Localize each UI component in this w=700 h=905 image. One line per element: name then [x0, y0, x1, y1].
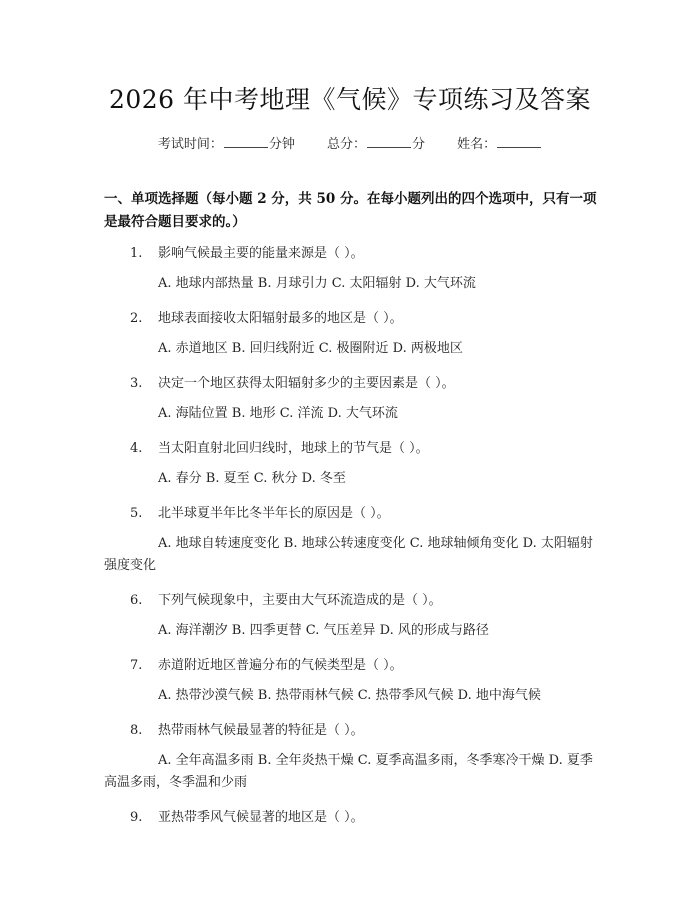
- question-stem: [0, 589, 700, 620]
- exam-time-field: [158, 137, 299, 152]
- question-item: [0, 719, 700, 806]
- question-stem: [0, 372, 700, 403]
- question-options: A. 海陆位置 B. 地形 C. 洋流 D. 大气环流: [158, 406, 398, 421]
- question-stem: [0, 806, 700, 837]
- question-text: 赤道附近地区普遍分布的气候类型是（ ）。: [158, 658, 403, 673]
- question-number: 9.: [130, 810, 143, 825]
- question-number: 2.: [130, 311, 143, 326]
- question-text: 热带雨林气候最显著的特征是（ ）。: [158, 723, 364, 738]
- question-options: A. 地球内部热量 B. 月球引力 C. 太阳辐射 D. 大气环流: [158, 276, 476, 291]
- question-stem: [0, 437, 700, 468]
- question-item: [0, 502, 700, 589]
- exam-time-label: 考试时间：: [157, 137, 223, 152]
- question-options: A. 地球自转速度变化 B. 地球公转速度变化 C. 地球轴倾角变化 D. 太阳辐射强度变化: [104, 536, 593, 573]
- question-options: A. 赤道地区 B. 回归线附近 C. 极圈附近 D. 两极地区: [158, 341, 463, 356]
- total-score-field: [327, 137, 429, 152]
- student-name-label: 姓名：: [457, 137, 497, 152]
- question-item: [0, 307, 700, 372]
- question-options: A. 全年高温多雨 B. 全年炎热干燥 C. 夏季高温多雨，冬季寒冷干燥 D. 夏季高温多雨，冬季温和少雨: [104, 753, 593, 790]
- question-text: 亚热带季风气候显著的地区是（ ）。: [158, 810, 364, 825]
- question-text: 影响气候最主要的能量来源是（ ）。: [158, 246, 364, 261]
- question-text: 地球表面接收太阳辐射最多的地区是（ ）。: [158, 311, 403, 326]
- question-stem: [0, 502, 700, 533]
- question-number: 3.: [130, 376, 143, 391]
- question-list: [0, 242, 700, 837]
- question-stem: [0, 719, 700, 750]
- question-stem: [0, 307, 700, 338]
- student-name-blank: [497, 135, 541, 148]
- question-number: 6.: [130, 593, 143, 608]
- question-item: [0, 806, 700, 837]
- page-title: 2026 年中考地理《气候》专项练习及答案: [108, 85, 592, 114]
- question-text: 当太阳直射北回归线时，地球上的节气是（ ）。: [158, 441, 429, 456]
- question-stem: [0, 654, 700, 685]
- question-item: [0, 242, 700, 307]
- question-options: A. 海洋潮汐 B. 四季更替 C. 气压差异 D. 风的形成与路径: [158, 623, 489, 638]
- question-text: 下列气候现象中，主要由大气环流造成的是（ ）。: [158, 593, 442, 608]
- question-text: 北半球夏半年比冬半年长的原因是（ ）。: [158, 506, 390, 521]
- exam-time-blank: [224, 135, 268, 148]
- question-item: [0, 437, 700, 502]
- question-number: 5.: [130, 506, 143, 521]
- exam-meta-line: [0, 133, 700, 152]
- exam-time-unit: 分钟: [268, 137, 295, 152]
- section-heading: 一、单项选择题（每小题 2 分，共 50 分。在每小题列出的四个选项中，只有一项是最符合题目要求的。）: [104, 191, 597, 230]
- question-number: 1.: [130, 246, 143, 261]
- question-number: 8.: [130, 723, 143, 738]
- question-item: [0, 372, 700, 437]
- total-score-blank: [367, 135, 411, 148]
- question-item: [0, 654, 700, 719]
- question-item: [0, 589, 700, 654]
- question-stem: [0, 242, 700, 273]
- question-number: 4.: [130, 441, 143, 456]
- question-text: 决定一个地区获得太阳辐射多少的主要因素是（ ）。: [158, 376, 455, 391]
- question-options: A. 春分 B. 夏至 C. 秋分 D. 冬至: [158, 471, 346, 486]
- student-name-field: [457, 137, 542, 152]
- total-score-label: 总分：: [326, 137, 366, 152]
- total-score-unit: 分: [412, 137, 426, 152]
- question-options: A. 热带沙漠气候 B. 热带雨林气候 C. 热带季风气候 D. 地中海气候: [158, 688, 541, 703]
- question-number: 7.: [130, 658, 143, 673]
